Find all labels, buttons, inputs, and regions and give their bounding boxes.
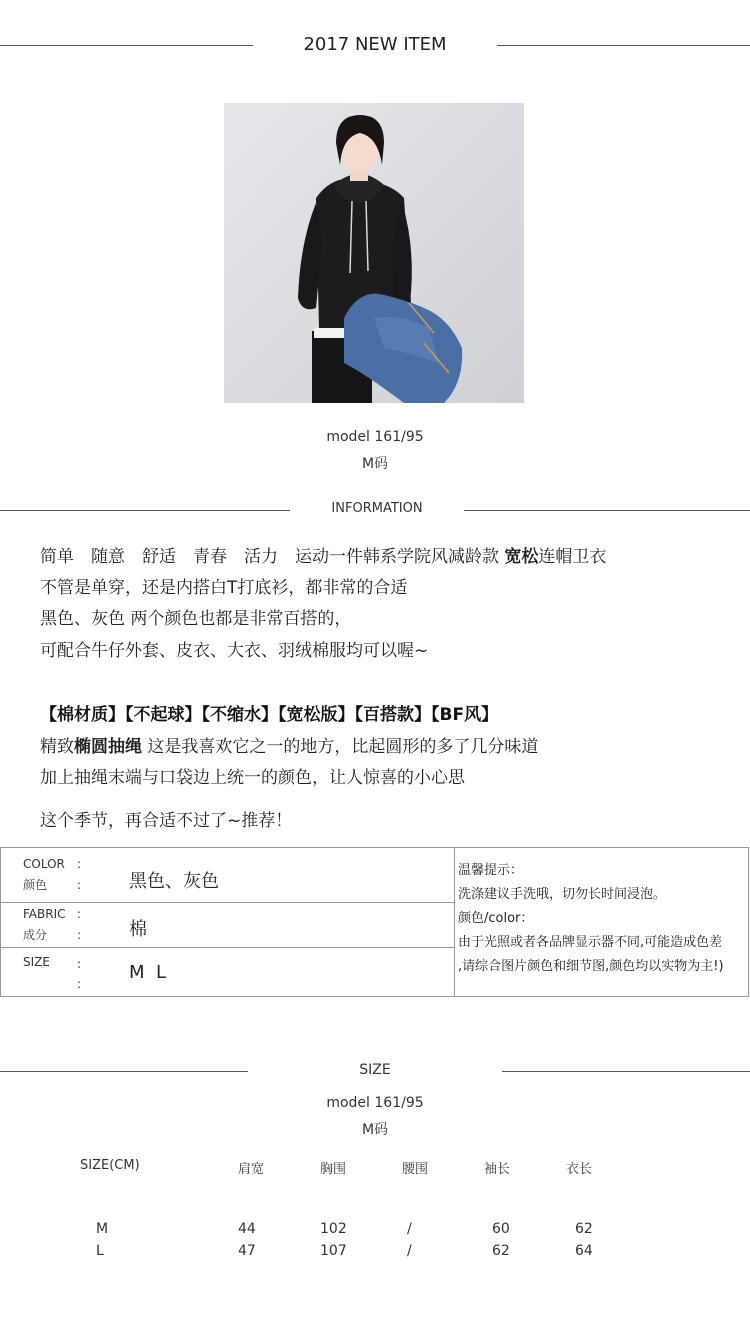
spec-table-divider [454,848,455,996]
size-header-shoulder: 肩宽 [238,1162,265,1177]
size-line-right [502,1071,750,1072]
spec-color-label-en: COLOR [23,857,65,871]
size-row-l-chest: 107 [320,1243,347,1259]
description-line-1-suffix: 连帽卫衣 [538,547,607,567]
size-row-m-length: 62 [575,1221,593,1237]
notes-line-1: 温馨提示： [458,863,524,878]
size-row-m-shoulder: 44 [238,1221,256,1237]
description-line-1-bold: 宽松 [504,547,539,567]
description-line-3: 黑色、灰色 两个颜色也都是非常百搭的， [40,609,352,629]
size-row-l-waist: / [407,1243,412,1259]
size-row-l-shoulder: 47 [238,1243,256,1259]
spec-colon: : [77,977,82,991]
size-row-l-length: 64 [575,1243,593,1259]
description-line-5-suffix: 这是我喜欢它之一的地方，比起圆形的多了几分味道 [142,737,539,757]
spec-fabric-label-cn: 成分 [23,928,48,942]
information-title: INFORMATION [331,501,423,516]
size-header-sleeve: 袖长 [484,1162,511,1177]
size-row-m-waist: / [407,1221,412,1237]
spec-colon: : [77,857,82,871]
spec-color-label-cn: 颜色 [23,878,48,892]
size-header-length: 衣长 [566,1162,593,1177]
model-illustration [224,103,524,403]
description-line-5 [40,732,538,757]
spec-colon: : [77,878,82,892]
model-info: model 161/95 [326,429,424,445]
size-header-chest: 胸围 [320,1162,347,1177]
size-row-m-sleeve: 60 [492,1221,510,1237]
page-title: 2017 NEW ITEM [303,34,447,55]
size-model-info: model 161/95 [326,1095,424,1111]
model-size: M码 [361,456,389,472]
notes-line-2: 洗涤建议手洗哦，切勿长时间浸泡。 [458,887,667,902]
spec-size-value: M L [129,962,167,983]
spec-size-label-en: SIZE [23,955,50,969]
spec-colon: : [77,928,82,942]
spec-row-divider-1 [1,902,454,903]
description-line-4: 可配合牛仔外套、皮衣、大衣、羽绒棉服均可以喔~ [40,641,429,661]
product-photo [224,103,524,403]
description-line-5-bold: 椭圆抽绳 [74,737,142,757]
size-row-l-sleeve: 62 [492,1243,510,1259]
notes-line-4: 由于光照或者各品牌显示器不同,可能造成色差 [458,935,723,950]
spec-fabric-value: 棉 [129,919,147,940]
description-line-5-prefix: 精致 [40,737,74,757]
size-model-size: M码 [361,1122,389,1138]
size-header-waist: 腰围 [402,1162,429,1177]
information-line-right [464,510,750,511]
spec-row-divider-2 [1,947,454,948]
spec-color-value: 黑色、灰色 [129,871,219,892]
notes-line-3: 颜色/color： [458,911,534,926]
description-line-7: 这个季节，再合适不过了~推荐！ [40,811,293,831]
description-line-6: 加上抽绳末端与口袋边上统一的颜色，让人惊喜的小心思 [40,768,465,788]
size-title: SIZE [359,1062,391,1078]
spec-colon: : [77,907,82,921]
feature-tags: 【棉材质】【不起球】【不缩水】【宽松版】【百搭款】【BF风】 [40,705,499,725]
description-line-2: 不管是单穿，还是内搭白T打底衫，都非常的合适 [40,578,408,598]
spec-colon: : [77,957,82,971]
header-line-left [0,45,253,46]
size-header-label: SIZE(CM) [80,1158,140,1173]
size-line-left [0,1071,248,1072]
notes-line-5: ,请综合图片颜色和细节图,颜色均以实物为主!) [458,959,724,974]
spec-fabric-label-en: FABRIC [23,907,66,921]
size-row-m-label: M [96,1221,109,1237]
header-line-right [497,45,750,46]
description-line-1-prefix: 简单 随意 舒适 青春 活力 运动一件韩系学院风减龄款 [40,547,505,567]
information-line-left [0,510,290,511]
size-row-m-chest: 102 [320,1221,347,1237]
care-notes [458,859,724,979]
description-line-1 [40,542,606,567]
size-row-l-label: L [96,1243,104,1259]
